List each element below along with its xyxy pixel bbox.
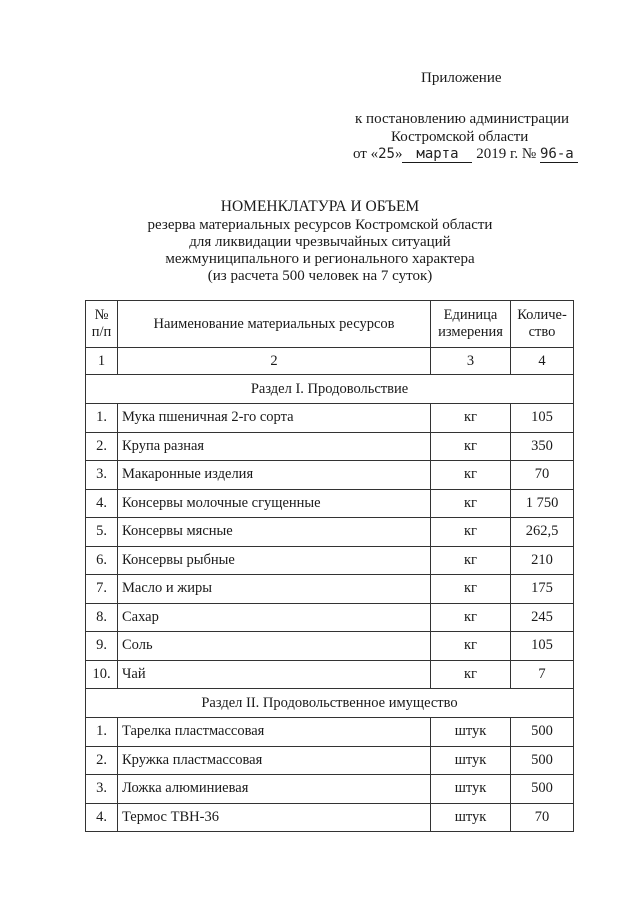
table-row [86,746,574,775]
document-subtitle-1: резерва материальных ресурсов Костромской области [147,217,493,233]
index-cell: 2 [118,348,431,375]
row-num: 3. [86,461,118,490]
row-qty: 500 [511,775,574,804]
table-row [86,603,574,632]
row-name: Сахар [118,603,431,632]
row-qty: 7 [511,660,574,689]
table-row [86,461,574,490]
table-row [86,718,574,747]
table-row [86,803,574,832]
table-row [86,489,574,518]
date-prefix: от « [353,146,379,162]
row-num: 2. [86,432,118,461]
row-unit: кг [431,546,511,575]
row-qty: 500 [511,718,574,747]
row-unit: кг [431,461,511,490]
row-qty: 262,5 [511,518,574,547]
table-index-row [86,348,574,375]
row-name: Консервы молочные сгущенные [118,489,431,518]
row-unit: кг [431,632,511,661]
table-row [86,660,574,689]
header-name: Наименование материальных ресурсов [118,301,431,348]
row-name: Масло и жиры [118,575,431,604]
document-subtitle-2: для ликвидации чрезвычайных ситуаций [189,234,451,250]
row-qty: 70 [511,803,574,832]
date-month: марта [416,146,459,162]
header-qty: Количе-ство [511,301,574,348]
table-row [86,404,574,433]
row-qty: 70 [511,461,574,490]
document-subtitle-3: межмуниципального и регионального характера [165,251,475,267]
row-num: 8. [86,603,118,632]
table-row [86,775,574,804]
table-header-row [86,301,574,348]
row-qty: 175 [511,575,574,604]
resources-table [85,300,574,832]
row-name: Кружка пластмассовая [118,746,431,775]
row-num: 6. [86,546,118,575]
row-unit: штук [431,746,511,775]
table-row [86,546,574,575]
row-name: Консервы мясные [118,518,431,547]
row-unit: кг [431,404,511,433]
row-num: 1. [86,404,118,433]
index-cell: 3 [431,348,511,375]
row-num: 3. [86,775,118,804]
table-row [86,432,574,461]
row-num: 1. [86,718,118,747]
row-qty: 210 [511,546,574,575]
row-num: 4. [86,489,118,518]
index-cell: 1 [86,348,118,375]
row-unit: кг [431,660,511,689]
header-unit: Единица измерения [431,301,511,348]
row-unit: штук [431,718,511,747]
index-cell: 4 [511,348,574,375]
row-num: 5. [86,518,118,547]
row-num: 2. [86,746,118,775]
date-month-underline [402,146,472,163]
row-unit: кг [431,489,511,518]
row-name: Термос ТВН-36 [118,803,431,832]
row-name: Макаронные изделия [118,461,431,490]
header-num: № п/п [86,301,118,348]
attachment-line-2: Костромской области [391,129,529,145]
row-name: Ложка алюминиевая [118,775,431,804]
row-qty: 350 [511,432,574,461]
row-qty: 105 [511,404,574,433]
section-title: Раздел II. Продовольственное имущество [86,689,574,718]
row-num: 7. [86,575,118,604]
row-name: Консервы рыбные [118,546,431,575]
row-unit: штук [431,775,511,804]
row-unit: кг [431,518,511,547]
attachment-date-line [353,146,578,163]
document-title: НОМЕНКЛАТУРА И ОБЪЕМ [220,198,420,215]
attachment-title: Приложение [421,70,502,86]
row-num: 10. [86,660,118,689]
row-unit: кг [431,603,511,632]
row-qty: 500 [511,746,574,775]
document-subtitle-4: (из расчета 500 человек на 7 суток) [207,268,433,284]
section-row [86,689,574,718]
row-unit: кг [431,575,511,604]
date-number: 96-а [540,146,578,163]
table-row [86,518,574,547]
row-name: Крупа разная [118,432,431,461]
row-unit: штук [431,803,511,832]
date-year: 2019 г. № [476,146,537,162]
row-name: Тарелка пластмассовая [118,718,431,747]
row-name: Мука пшеничная 2-го сорта [118,404,431,433]
date-day: 25 [378,146,395,162]
row-name: Чай [118,660,431,689]
section-row [86,375,574,404]
table-row [86,632,574,661]
row-name: Соль [118,632,431,661]
row-qty: 105 [511,632,574,661]
section-title: Раздел I. Продовольствие [86,375,574,404]
table-row [86,575,574,604]
row-unit: кг [431,432,511,461]
attachment-line-1: к постановлению администрации [355,111,570,127]
date-mid: » [394,146,403,162]
row-qty: 1 750 [511,489,574,518]
row-num: 4. [86,803,118,832]
row-qty: 245 [511,603,574,632]
row-num: 9. [86,632,118,661]
